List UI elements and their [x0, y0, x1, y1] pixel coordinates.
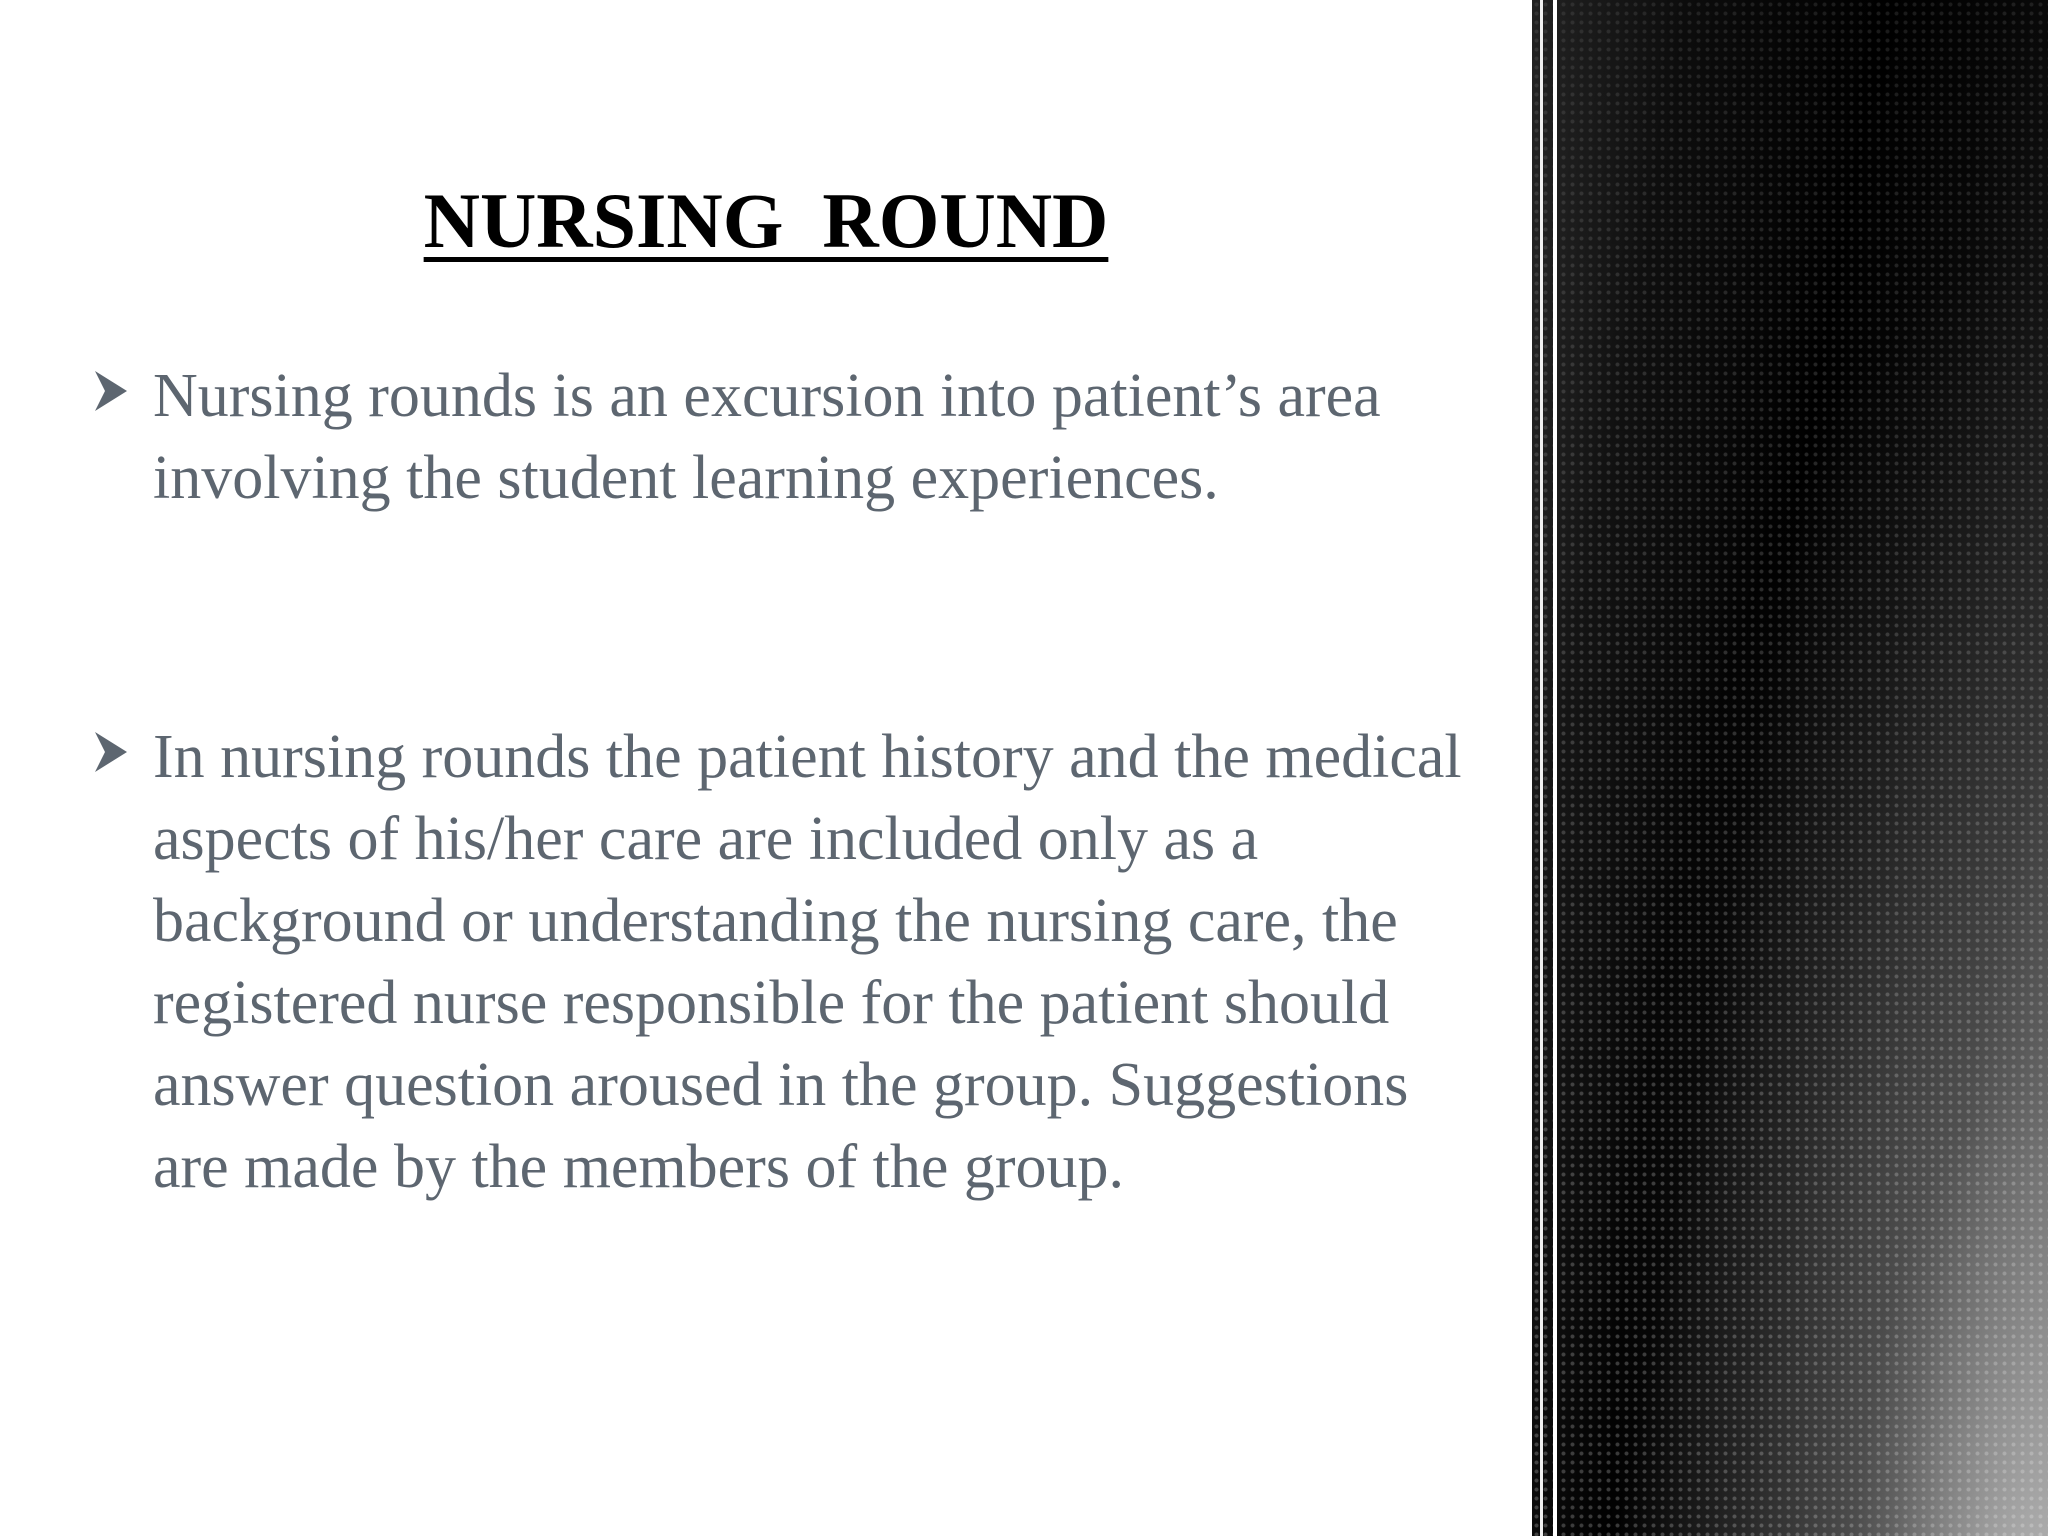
bullet-item-2 — [93, 716, 1473, 1208]
bullet-text-2: In nursing rounds the patient history and the medical aspects of his/her care are included only as a background or understanding the nursing care, the registered nurse responsible for the patient should answer question aroused in the group. Suggestions are made by the members of the group. — [153, 723, 1462, 1201]
divider-line — [1553, 0, 1557, 1536]
decorative-mesh-panel — [1532, 0, 2048, 1536]
arrowhead-bullet-icon — [93, 369, 129, 413]
arrowhead-bullet-icon — [93, 730, 129, 774]
bullet-item-1 — [93, 355, 1453, 519]
slide-title — [0, 176, 1532, 266]
divider-line — [1540, 0, 1543, 1536]
slide-title-text: NURSING ROUND — [423, 177, 1109, 264]
mesh-shading — [1532, 0, 2048, 1536]
bullet-text-1: Nursing rounds is an excursion into patient’s area involving the student learning experiences. — [153, 362, 1381, 512]
